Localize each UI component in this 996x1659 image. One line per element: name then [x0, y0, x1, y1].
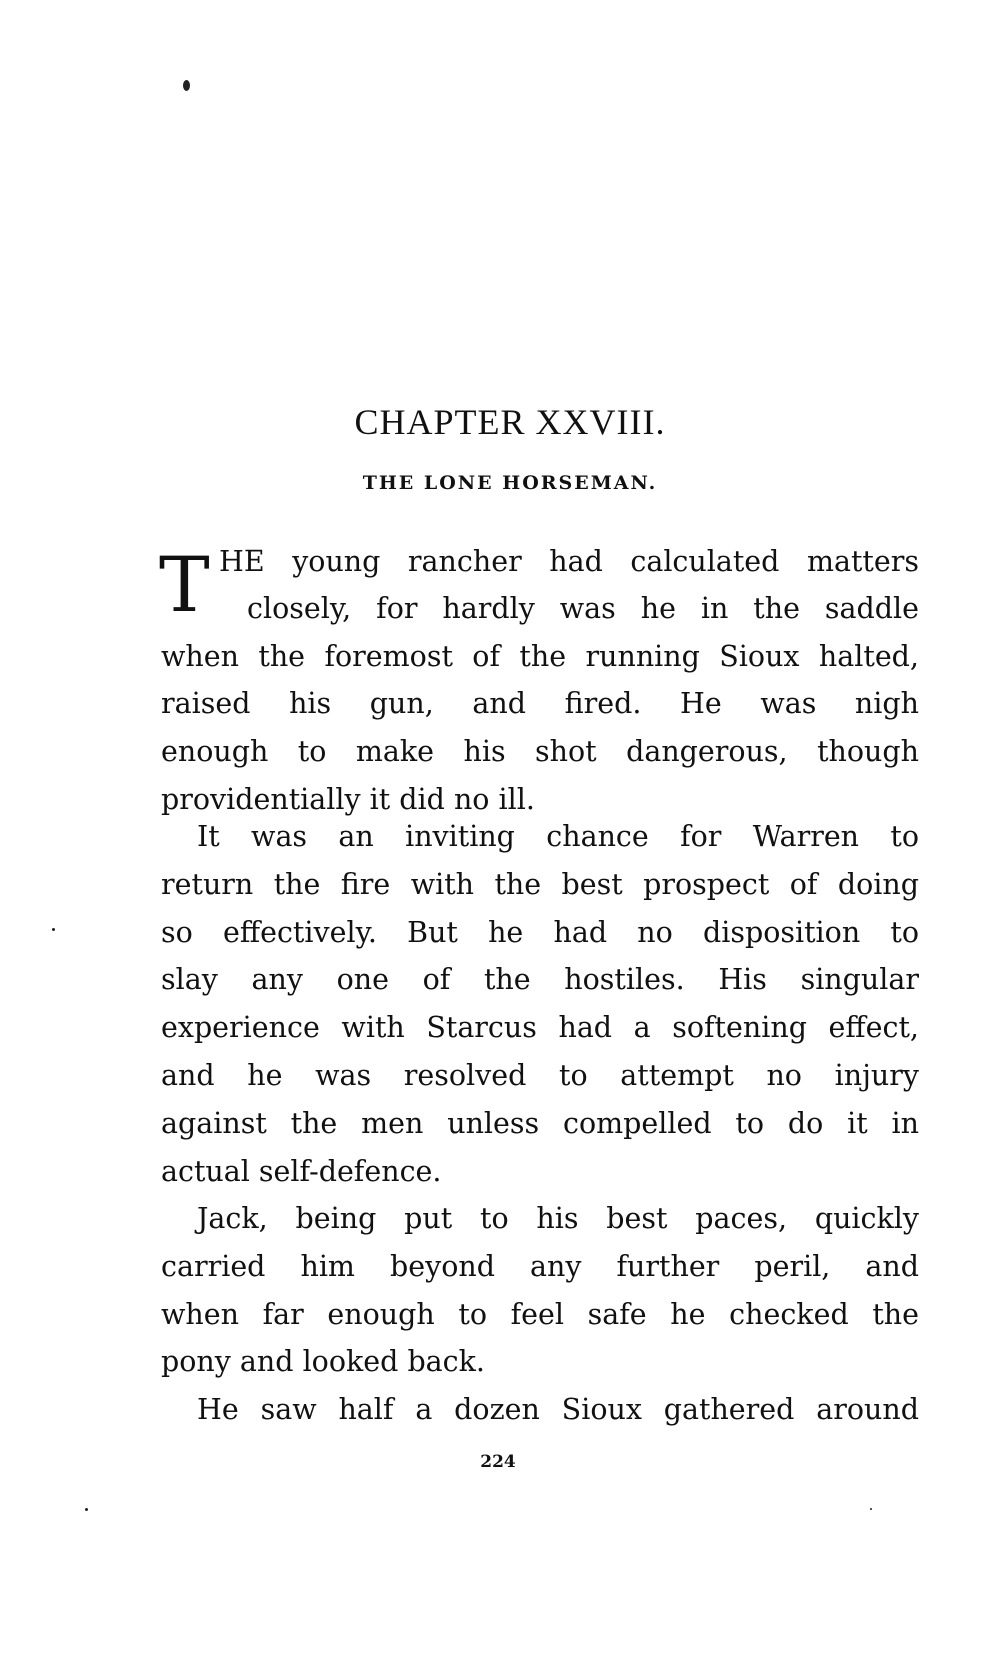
ink-speck: [85, 1508, 88, 1511]
text-line: Jack, being put to his best paces, quickly: [197, 1202, 919, 1235]
paragraph-4: [161, 1386, 919, 1434]
ink-speck: [183, 80, 190, 91]
text-line: HE young rancher had calculated matters: [219, 545, 919, 578]
page-number: 224: [480, 1452, 516, 1472]
text-line: experience with Starcus had a softening effect,: [161, 1011, 919, 1045]
text-line: when the foremost of the running Sioux halted,: [161, 640, 919, 673]
text-line: and he was resolved to attempt no injury: [161, 1058, 919, 1092]
text-line: enough to make his shot dangerous, though: [161, 735, 919, 768]
text-line: raised his gun, and fired. He was nigh: [161, 687, 919, 720]
text-line: against the men unless compelled to do it in: [161, 1106, 919, 1140]
paragraph-2: [161, 813, 919, 1195]
text-line: return the fire with the best prospect of doing: [161, 867, 919, 901]
text-line: slay any one of the hostiles. His singular: [161, 963, 919, 997]
text-line: when far enough to feel safe he checked the: [161, 1297, 919, 1331]
chapter-title: CHAPTER XXVIII.: [354, 402, 666, 442]
text-line: providentially it did no ill.: [161, 783, 535, 816]
text-line: It was an inviting chance for Warren to: [197, 820, 919, 853]
chapter-subtitle: THE LONE HORSEMAN.: [362, 472, 658, 494]
text-line: closely, for hardly was he in the saddle: [247, 592, 919, 625]
text-line: He saw half a dozen Sioux gathered around: [197, 1393, 919, 1426]
drop-cap: T: [159, 540, 210, 629]
text-line: pony and looked back.: [161, 1345, 485, 1379]
paragraph-3: [161, 1195, 919, 1386]
text-line: carried him beyond any further peril, and: [161, 1249, 919, 1283]
text-line: so effectively. But he had no disposition to: [161, 915, 919, 949]
ink-speck: [52, 928, 55, 931]
ink-speck: [870, 1508, 872, 1510]
text-line: actual self-defence.: [161, 1154, 442, 1188]
